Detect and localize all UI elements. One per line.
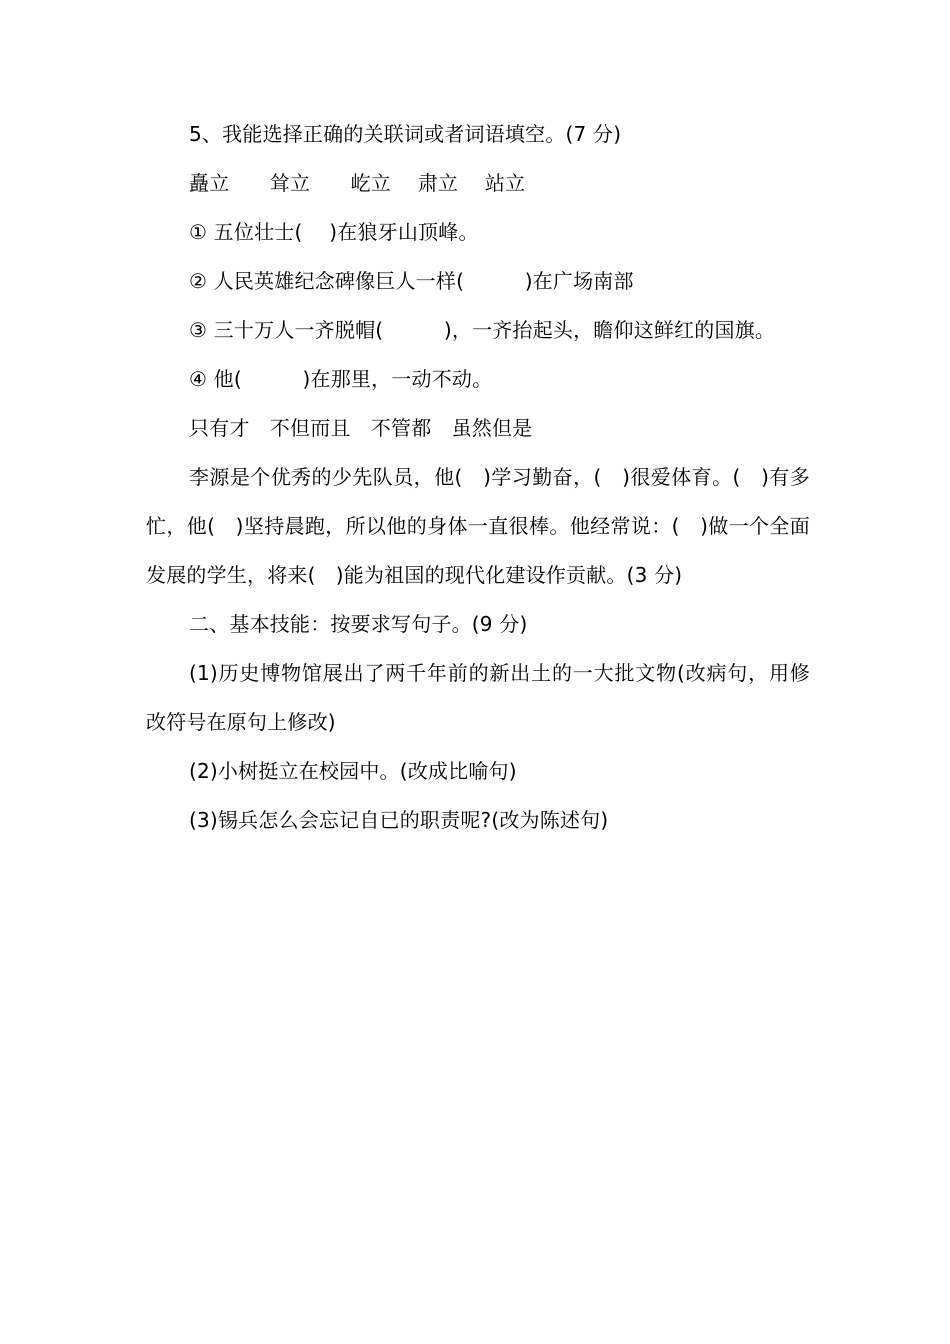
rewrite-item-3: (3)锡兵怎么会忘记自已的职责呢?(改为陈述句): [189, 808, 609, 832]
rewrite-item-1: (1)历史博物馆展出了两千年前的新出土的一大批文物(改病句，用修改符号在原句上修改): [146, 661, 810, 734]
conjunction-options: 只有才 不但而且 不管都 虽然但是: [189, 416, 533, 440]
section-2-title: 二、基本技能：按要求写句子。(9 分): [189, 612, 528, 636]
blank-sentence-4: ④ 他( )在那里，一动不动。: [189, 367, 493, 391]
rewrite-item-2: (2)小树挺立在校园中。(改成比喻句): [189, 759, 517, 783]
conjunction-paragraph: 李源是个优秀的少先队员，他( )学习勤奋，( )很爱体育。( )有多忙，他( )坚持晨跑，所以他的身体一直很棒。他经常说：( )做一个全面发展的学生，将来( )能为祖国的现代化建设作贡献。(3 分): [146, 465, 810, 587]
question-5-title: 5、我能选择正确的关联词或者词语填空。(7 分): [189, 122, 622, 146]
blank-sentence-3: ③ 三十万人一齐脱帽( )，一齐抬起头，瞻仰这鲜红的国旗。: [189, 318, 776, 342]
blank-sentence-2: ② 人民英雄纪念碑像巨人一样( )在广场南部: [189, 269, 634, 293]
blank-sentence-1: ① 五位壮士( )在狼牙山顶峰。: [189, 220, 479, 244]
word-options: 矗立 耸立 屹立 肃立 站立: [189, 171, 526, 195]
document-content: [146, 110, 810, 845]
